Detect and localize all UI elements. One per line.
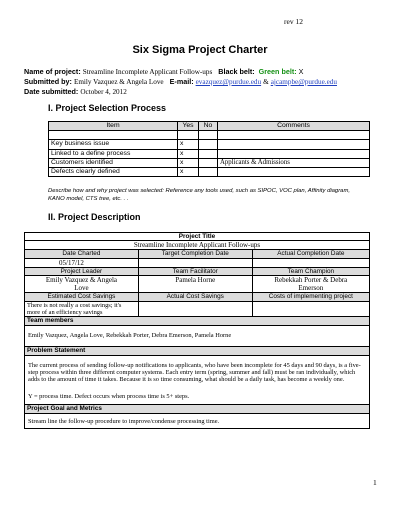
column-header-item: Item	[49, 122, 178, 131]
black-belt-label: Black belt	[218, 67, 253, 76]
cell-no	[199, 131, 218, 140]
green-belt-label: Green belt	[258, 67, 295, 76]
submitted-by-line: Submitted by: Emily Vazquez & Angela Love E-mail: evazquez@purdue.edu & ajcampbe@purdue.edu	[24, 77, 337, 86]
revision-label: rev 12	[284, 17, 303, 26]
goal-metrics-label: Project Goal and Metrics	[25, 405, 370, 413]
cell-yes: x	[178, 158, 199, 167]
project-title-value: Streamline Incomplete Applicant Follow-ups	[25, 241, 370, 250]
project-name-line: Name of project: Streamline Incomplete Applicant Follow-ups Black belt: Green belt: X	[24, 67, 304, 76]
table-row	[49, 131, 370, 140]
project-leader-label: Project Leader	[25, 267, 139, 275]
cell-item: Customers identified	[49, 158, 178, 167]
cell-no	[199, 149, 218, 158]
green-belt-value: X	[298, 67, 304, 76]
project-name-value: Streamline Incomplete Applicant Follow-ups	[82, 68, 213, 76]
problem-statement-paragraph: The current process of sending follow-up notifications to applicants, who have been incomplete for 45 days and 90 days, is a five-step process within three different computer systems. Each entry term (spring, summer and fall) must be ran individually, which adds to the amount of time it takes. Because it is so time consuming, what should be a daily task, has become a weekly one.	[28, 361, 361, 384]
cell-comment: Applicants & Admissions	[218, 158, 370, 167]
section-heading-selection: I. Project Selection Process	[48, 103, 167, 113]
column-header-comments: Comments	[218, 122, 370, 131]
team-champion-value: Rebekkah Porter & Debra Emerson	[252, 276, 369, 293]
table-row	[49, 158, 370, 167]
cell-item	[49, 131, 178, 140]
project-name-label: Name of project	[24, 67, 79, 76]
problem-statement-body	[25, 355, 370, 405]
project-leader-value: Emily Vazquez & Angela Love	[25, 276, 139, 293]
section-heading-description: II. Project Description	[48, 212, 141, 222]
email-label: E-mail	[169, 77, 192, 86]
email-link-2[interactable]: ajcampbe@purdue.edu	[270, 78, 337, 86]
date-submitted-line: Date submitted: October 4, 2012	[24, 87, 127, 96]
cell-no	[199, 140, 218, 149]
email-link-1[interactable]: evazquez@purdue.edu	[195, 78, 262, 86]
cell-comment	[218, 168, 370, 177]
problem-statement-metric: Y = process time. Defect occurs when process time is 5+ steps.	[28, 392, 190, 400]
selection-note: Describe how and why project was selected: Reference any tools used, such as SIPOC, VOC plan, Affinity diagram, KANO model, CTS tree, etc. . .	[48, 188, 350, 202]
description-table	[24, 232, 370, 429]
cell-no	[199, 158, 218, 167]
actual-savings-value	[138, 301, 252, 317]
estimated-savings-value: There is not really a cost savings; it's more of an efficiency savings	[25, 301, 139, 317]
team-members-label: Team members	[25, 317, 370, 325]
column-header-yes: Yes	[178, 122, 199, 131]
cell-item: Key business issue	[49, 140, 178, 149]
cell-comment	[218, 149, 370, 158]
cell-no	[199, 168, 218, 177]
implementation-costs-value	[252, 301, 369, 317]
table-row	[49, 140, 370, 149]
cell-item: Defects clearly defined	[49, 168, 178, 177]
cell-yes: x	[178, 140, 199, 149]
page-title: Six Sigma Project Charter	[132, 44, 268, 56]
page-number: 1	[373, 478, 377, 487]
estimated-savings-label: Estimated Cost Savings	[25, 293, 139, 301]
date-charted-value: 05/17/12	[25, 258, 139, 267]
submitted-by-label: Submitted by	[24, 77, 70, 86]
goal-metrics-value: Stream line the follow-up procedure to improve/condense processing time.	[25, 413, 370, 428]
date-submitted-label: Date submitted	[24, 87, 76, 96]
selection-table-header	[49, 122, 370, 131]
cell-comment	[218, 140, 370, 149]
team-champion-label: Team Champion	[252, 267, 369, 275]
cell-yes: x	[178, 149, 199, 158]
actual-completion-value	[252, 258, 369, 267]
problem-statement-label: Problem Statement	[25, 347, 370, 355]
project-title-label: Project Title	[25, 233, 370, 241]
selection-table	[48, 121, 370, 177]
target-completion-label: Target Completion Date	[138, 250, 252, 258]
date-submitted-value: October 4, 2012	[80, 88, 127, 96]
actual-savings-label: Actual Cost Savings	[138, 293, 252, 301]
email-separator: &	[263, 78, 269, 86]
cell-yes	[178, 131, 199, 140]
target-completion-value	[138, 258, 252, 267]
table-row	[49, 168, 370, 177]
team-facilitator-value: Pamela Horne	[138, 276, 252, 293]
table-row	[49, 149, 370, 158]
actual-completion-label: Actual Completion Date	[252, 250, 369, 258]
date-charted-label: Date Charted	[25, 250, 139, 258]
implementation-costs-label: Costs of implementing project	[252, 293, 369, 301]
cell-comment	[218, 131, 370, 140]
cell-yes: x	[178, 168, 199, 177]
team-facilitator-label: Team Facilitator	[138, 267, 252, 275]
cell-item: Linked to a define process	[49, 149, 178, 158]
submitted-by-value: Emily Vazquez & Angela Love	[73, 78, 164, 86]
team-members-value: Emily Vazquez, Angela Love, Rebekkah Porter, Debra Emerson, Pamela Horne	[25, 325, 370, 346]
column-header-no: No	[199, 122, 218, 131]
